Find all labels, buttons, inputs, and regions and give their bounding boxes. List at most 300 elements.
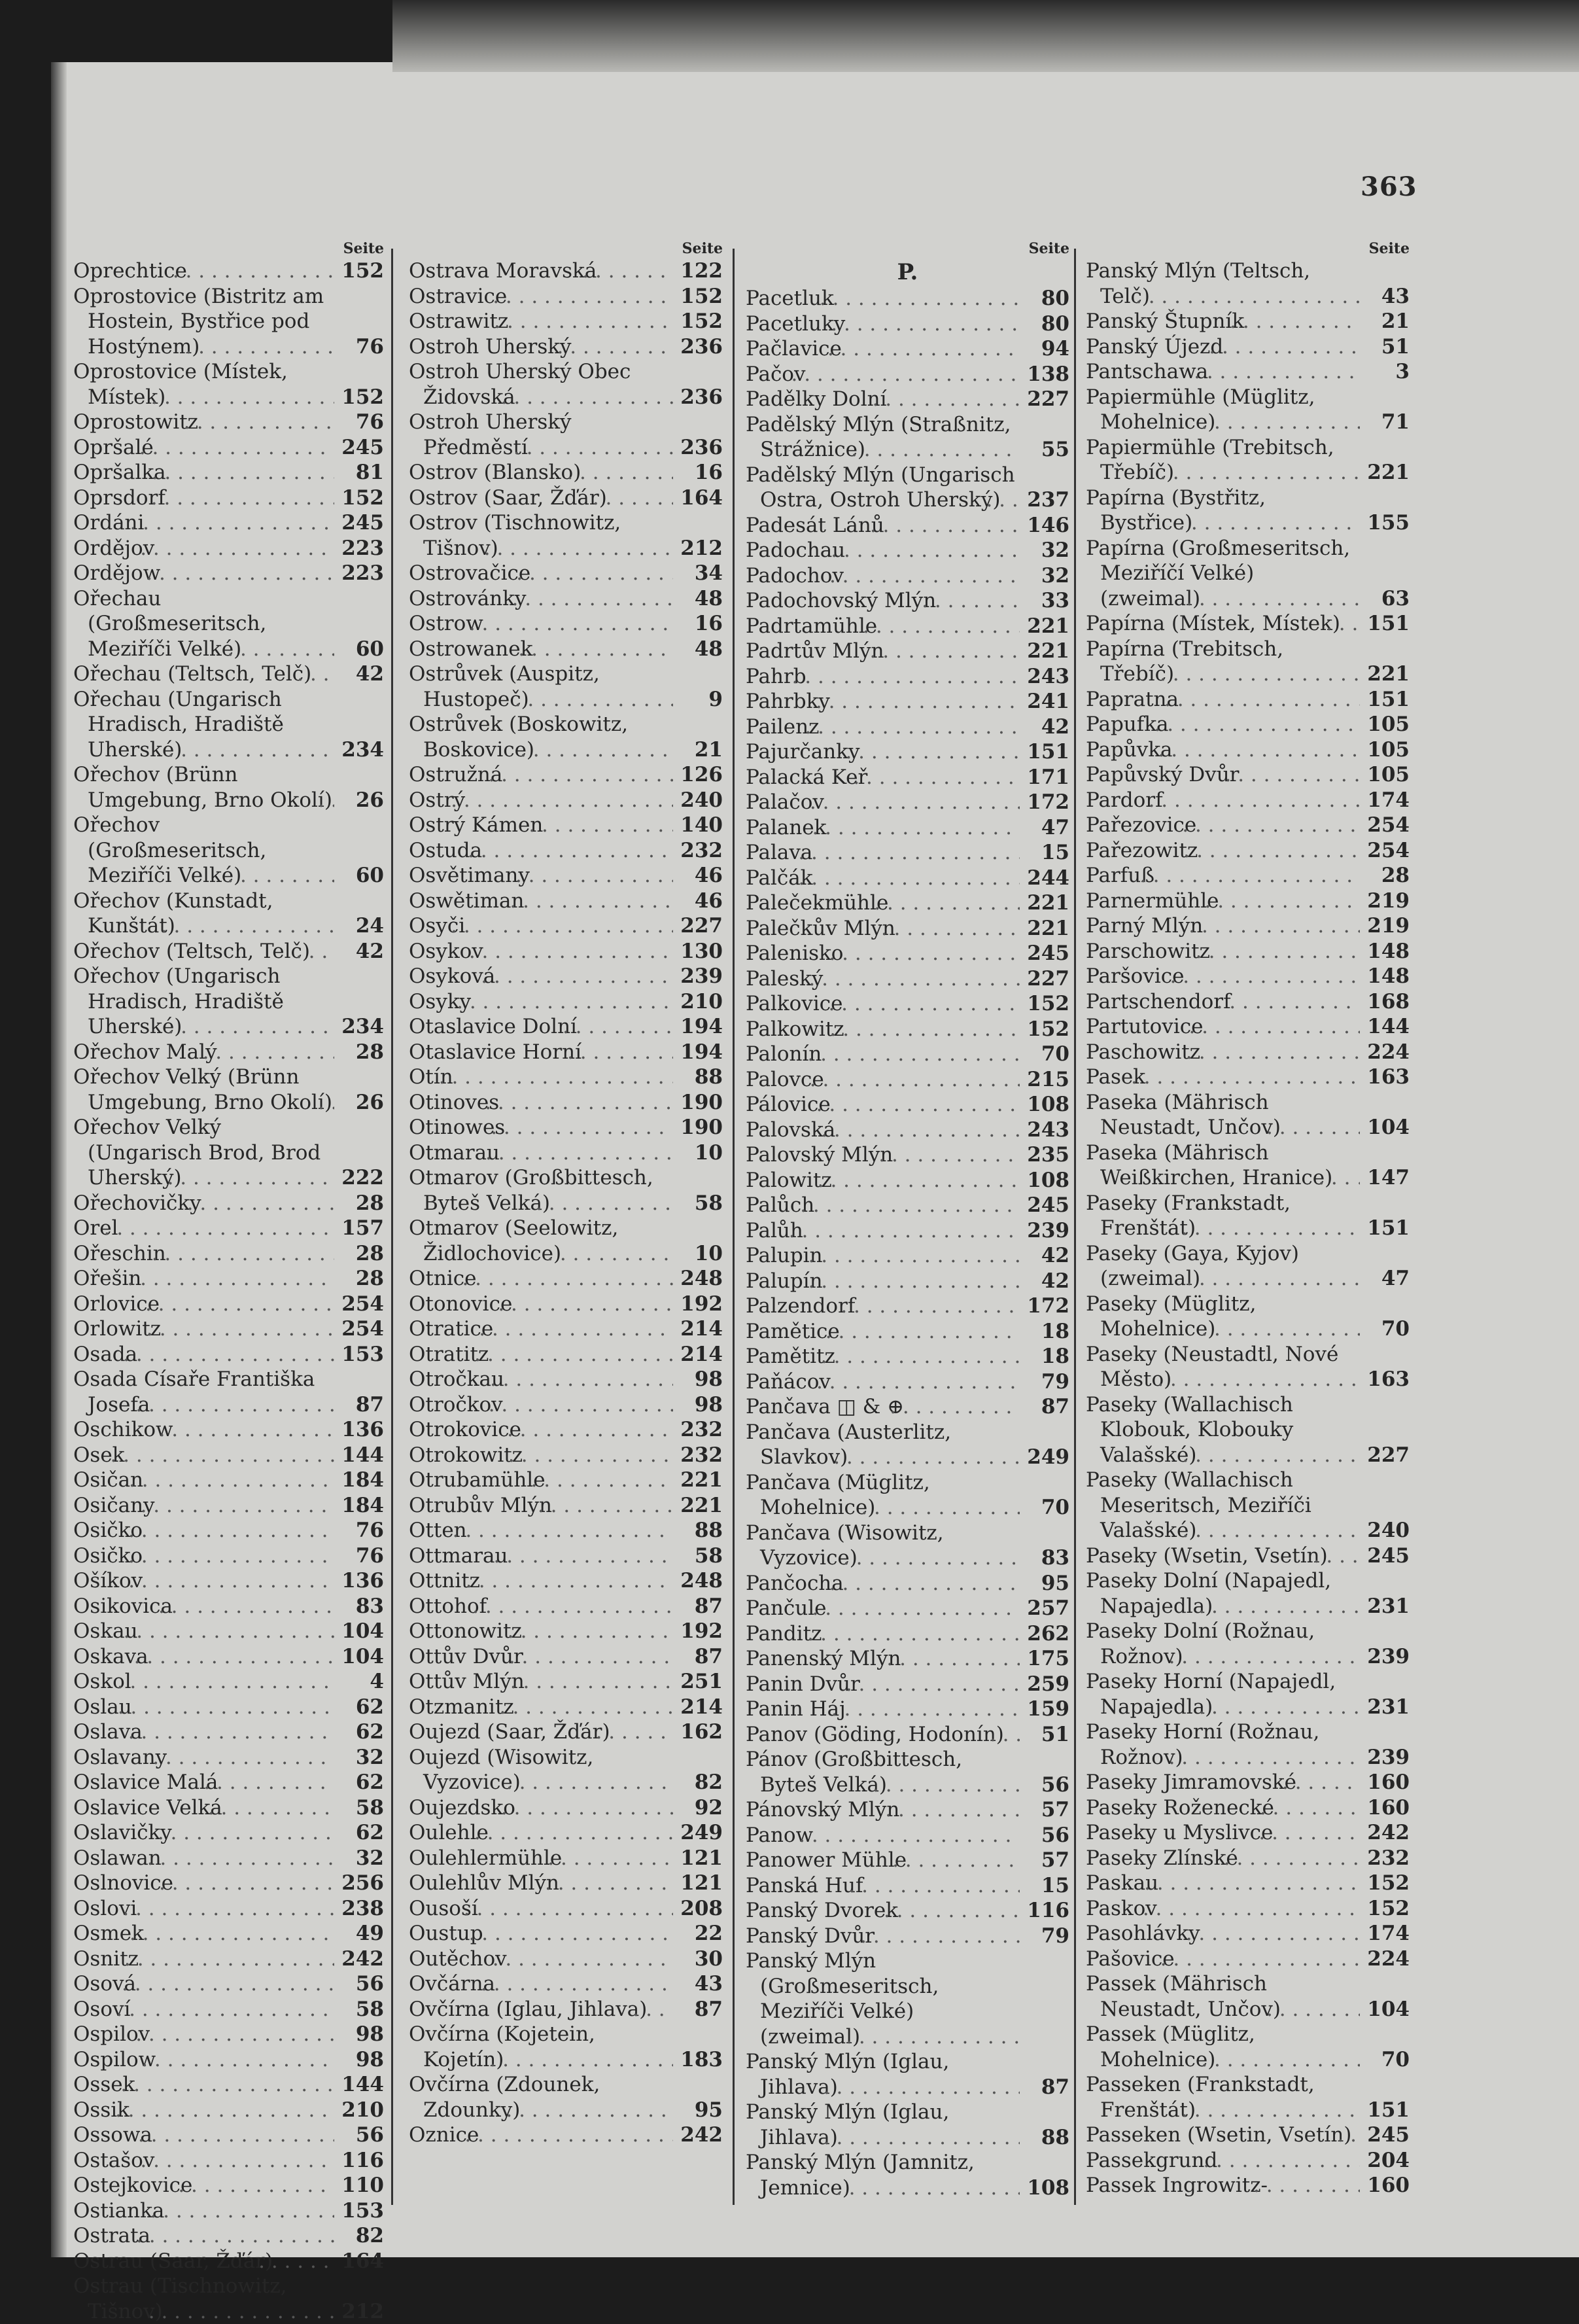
page-reference: 224: [1360, 1946, 1410, 1972]
index-entry: [73, 1921, 384, 1946]
index-entry: [73, 939, 384, 964]
place-name: Oswětiman . . .: [409, 889, 673, 914]
index-entry: [409, 989, 723, 1015]
index-entry: [409, 1745, 723, 1795]
column-divider: [1074, 249, 1076, 2205]
page-reference: 232: [673, 1443, 723, 1468]
index-entry: [1086, 712, 1410, 737]
index-entry: [73, 1871, 384, 1896]
page-reference: 155: [1360, 510, 1410, 536]
index-entry: [73, 1065, 384, 1115]
page-reference: 70: [1360, 2047, 1410, 2073]
page-reference: 70: [1360, 1316, 1410, 1342]
page-reference: 87: [673, 1997, 723, 2022]
place-name: Oustup . . .: [409, 1921, 673, 1946]
index-entry: [1086, 762, 1410, 788]
index-entry: [409, 2072, 723, 2122]
index-entry: [73, 1115, 384, 1191]
place-name: Paskau . . .: [1086, 1871, 1360, 1896]
index-entry: [746, 336, 1069, 362]
column-divider: [733, 249, 735, 2205]
page-reference: 79: [1020, 1369, 1069, 1395]
page-reference: 234: [334, 1014, 384, 1040]
page-reference: 236: [673, 435, 723, 461]
page-reference: 56: [1020, 1823, 1069, 1848]
place-name: Padochau . . .: [746, 538, 1020, 563]
index-entry: [746, 463, 1069, 513]
index-entry: [409, 1342, 723, 1367]
place-name: Otročkov . . .: [409, 1392, 673, 1418]
page-reference: 15: [1020, 840, 1069, 866]
place-name: Papiermühle (Müglitz, Mohelnice) . . .: [1086, 385, 1360, 435]
place-name: Oslau . . .: [73, 1695, 334, 1720]
place-name: Papufka . . .: [1086, 712, 1360, 737]
page-reference: 184: [334, 1468, 384, 1493]
page-reference: 28: [334, 1191, 384, 1216]
place-name: Otratitz . . .: [409, 1342, 673, 1367]
index-entry: [409, 359, 723, 410]
index-entry: [73, 1568, 384, 1594]
index-entry: [409, 1795, 723, 1821]
page-reference: 162: [673, 1719, 723, 1745]
index-entry: [746, 866, 1069, 891]
place-name: Padělky Dolní . . .: [746, 387, 1020, 412]
index-entry: [1086, 2022, 1410, 2072]
index-entry: [1086, 1342, 1410, 1392]
page-reference: 56: [334, 2122, 384, 2148]
page-reference: 42: [1020, 1269, 1069, 1294]
place-name: Paseky Horní (Rožnau, Rožnov) . . .: [1086, 1719, 1360, 1770]
page-reference: 82: [334, 2223, 384, 2249]
index-entry: [73, 2148, 384, 2174]
page-reference: 43: [673, 1971, 723, 1997]
place-name: Ořechov Velký (Ungarisch Brod, Brod Uherský) . . .: [73, 1115, 334, 1191]
place-name: Ořechov (Kunstadt, Kunštát) . . .: [73, 889, 334, 939]
place-name: Panský Mlýn (Iglau, Jihlava) . . .: [746, 2049, 1020, 2100]
index-entry: [409, 1468, 723, 1493]
index-entry: [409, 1493, 723, 1519]
index-entry: [1086, 1241, 1410, 1292]
page-reference: 79: [1020, 1924, 1069, 1949]
page-reference: 151: [1020, 739, 1069, 765]
index-entry: [409, 284, 723, 309]
index-entry: [1086, 1896, 1410, 1922]
place-name: Palzendorf . . .: [746, 1294, 1020, 1319]
place-name: Panský Mlýn (Teltsch, Telč) . . .: [1086, 258, 1360, 309]
page-reference: 212: [673, 536, 723, 561]
place-name: Pačlavice . . .: [746, 336, 1020, 362]
place-name: Osek . . .: [73, 1443, 334, 1468]
index-entry: [73, 1543, 384, 1569]
place-name: Padesát Lánů . . .: [746, 513, 1020, 538]
page-reference: 221: [1020, 639, 1069, 664]
index-entry: [1086, 485, 1410, 536]
place-name: Pánov (Großbittesch, Byteš Velká) . . .: [746, 1747, 1020, 1797]
place-name: Padělský Mlýn (Straßnitz, Strážnice) . . .: [746, 412, 1020, 463]
place-name: Paseky Zlínské . . .: [1086, 1846, 1360, 1871]
index-entry: [746, 1924, 1069, 1949]
index-entry: [746, 941, 1069, 966]
index-entry: [746, 1092, 1069, 1118]
page-reference: 239: [1360, 1745, 1410, 1770]
index-entry: [73, 762, 384, 813]
page-reference: 136: [334, 1417, 384, 1443]
place-name: Pamětitz . . .: [746, 1344, 1020, 1369]
page-reference: 26: [334, 1090, 384, 1116]
index-entry: [409, 1392, 723, 1418]
page-reference: 242: [673, 2122, 723, 2148]
index-column: [746, 239, 1069, 2200]
place-name: Passeken (Frankstadt, Frenštát) . . .: [1086, 2072, 1360, 2122]
place-name: Paršovice . . .: [1086, 964, 1360, 989]
page-reference: 210: [673, 989, 723, 1015]
index-entry: [409, 1165, 723, 1216]
place-name: Partschendorf . . .: [1086, 989, 1360, 1015]
index-entry: [746, 664, 1069, 690]
place-name: Palovská . . .: [746, 1118, 1020, 1143]
index-entry: [73, 410, 384, 435]
page-reference: 214: [673, 1316, 723, 1342]
index-entry: [746, 1042, 1069, 1067]
index-entry: [746, 1672, 1069, 1697]
index-entry: [746, 387, 1069, 412]
index-entry: [1086, 309, 1410, 334]
place-name: Ostrata . . .: [73, 2223, 334, 2249]
place-name: Ostrovánky . . .: [409, 586, 673, 612]
page-reference: 26: [334, 788, 384, 813]
page-reference: 116: [1020, 1898, 1069, 1924]
place-name: Panský Mlýn (Großmeseritsch, Meziříči Velké) (zweimal) . . .: [746, 1948, 1020, 2049]
place-name: Pailenz . . .: [746, 714, 1020, 740]
page-reference: 110: [334, 2173, 384, 2198]
index-entry: [73, 258, 384, 284]
page-reference: 32: [334, 1745, 384, 1770]
place-name: Pařezowitz . . .: [1086, 838, 1360, 864]
place-name: Osičko . . .: [73, 1543, 334, 1569]
index-entry: [1086, 1014, 1410, 1040]
place-name: Palečkův Mlýn . . .: [746, 916, 1020, 942]
place-name: Papůvský Dvůr . . .: [1086, 762, 1360, 788]
index-entry: [1086, 2122, 1410, 2148]
index-entry: [409, 510, 723, 561]
index-entry: [409, 913, 723, 939]
place-name: Panský Mlýn (Iglau, Jihlava) . . .: [746, 2100, 1020, 2150]
index-entry: [746, 362, 1069, 387]
place-name: Palowitz . . .: [746, 1168, 1020, 1193]
index-entry: [409, 460, 723, 485]
page-reference: 259: [1020, 1672, 1069, 1697]
page-reference: 83: [334, 1594, 384, 1619]
index-entry: [73, 1619, 384, 1644]
place-name: Ořechau (Großmeseritsch, Meziříči Velké) . . .: [73, 586, 334, 662]
place-name: Osvětimany . . .: [409, 863, 673, 889]
place-name: Pacetluk . . .: [746, 286, 1020, 311]
index-entry: [409, 1644, 723, 1670]
index-entry: [746, 286, 1069, 311]
place-name: Osmek . . .: [73, 1921, 334, 1946]
place-name: Oskava . . .: [73, 1644, 334, 1670]
page-reference: 221: [673, 1493, 723, 1519]
place-name: Ossek . . .: [73, 2072, 334, 2098]
page-reference: 80: [1020, 286, 1069, 311]
index-entry: [1086, 964, 1410, 989]
place-name: Ostrov (Tischnowitz, Tišnov) . . .: [409, 510, 673, 561]
place-name: Ordějow . . .: [73, 561, 334, 586]
page-reference: 47: [1360, 1266, 1410, 1292]
page-reference: 256: [334, 1871, 384, 1896]
page-reference: 33: [1020, 588, 1069, 614]
place-name: Paschowitz . . .: [1086, 1040, 1360, 1065]
index-entry: [1086, 1770, 1410, 1795]
place-name: Otzmanitz . . .: [409, 1695, 673, 1720]
page-reference: 245: [1360, 2122, 1410, 2148]
index-entry: [409, 1040, 723, 1065]
place-name: Osnitz . . .: [73, 1946, 334, 1972]
place-name: Ořechov Velký (Brünn Umgebung, Brno Okolí) . . .: [73, 1065, 334, 1115]
index-entry: [409, 1090, 723, 1116]
place-name: Paseky Jimramovské . . .: [1086, 1770, 1360, 1795]
page-reference: 10: [673, 1241, 723, 1267]
index-entry: [746, 1193, 1069, 1218]
place-name: Ostrau (Tischnowitz, Tišnov) . . .: [73, 2274, 334, 2324]
place-name: Pacetluky . . .: [746, 311, 1020, 337]
page-reference: 60: [334, 637, 384, 662]
index-entry: [746, 1168, 1069, 1193]
index-entry: [409, 1115, 723, 1140]
place-name: Pašovice . . .: [1086, 1946, 1360, 1972]
page-reference: 194: [673, 1014, 723, 1040]
index-entry: [746, 1420, 1069, 1470]
place-name: Otaslavice Horní . . .: [409, 1040, 673, 1065]
place-name: Oulehle . . .: [409, 1820, 673, 1846]
index-entry: [409, 838, 723, 864]
index-entry: [73, 1493, 384, 1519]
index-entry: [409, 410, 723, 460]
place-name: Otrubův Mlýn . . .: [409, 1493, 673, 1519]
index-entry: [1086, 1795, 1410, 1821]
place-name: Otín . . .: [409, 1065, 673, 1090]
page-reference: 18: [1020, 1319, 1069, 1345]
page-reference: 98: [334, 2022, 384, 2047]
place-name: Padrtův Mlýn . . .: [746, 639, 1020, 664]
page-reference: 70: [1020, 1495, 1069, 1521]
place-name: Panin Háj . . .: [746, 1697, 1020, 1722]
place-name: Ordějov . . .: [73, 536, 334, 561]
place-name: Paseky (Wsetin, Vsetín) . . .: [1086, 1543, 1360, 1569]
page-reference: 9: [673, 687, 723, 713]
place-name: Passek Ingrowitz- . . .: [1086, 2173, 1360, 2198]
page-reference: 152: [1360, 1896, 1410, 1922]
page-reference: 219: [1360, 913, 1410, 939]
index-entry: [746, 1697, 1069, 1722]
page-reference: 88: [1020, 2125, 1069, 2151]
page-reference: 104: [1360, 1115, 1410, 1140]
place-name: Papírna (Místek, Místek) . . .: [1086, 611, 1360, 637]
page-reference: 108: [1020, 1092, 1069, 1118]
place-name: Osada Císaře Františka Josefa . . .: [73, 1367, 334, 1417]
place-name: Papratna . . .: [1086, 687, 1360, 713]
place-name: Oujezd (Wisowitz, Vyzovice) . . .: [409, 1745, 673, 1795]
place-name: Pačov . . .: [746, 362, 1020, 387]
index-entry: [746, 513, 1069, 538]
index-entry: [1086, 2148, 1410, 2174]
page-reference: 151: [1360, 611, 1410, 637]
index-entry: [409, 258, 723, 284]
index-entry: [73, 2173, 384, 2198]
place-name: Ostašov . . .: [73, 2148, 334, 2174]
index-entry: [409, 1896, 723, 1922]
index-entry: [746, 1621, 1069, 1647]
index-entry: [409, 1216, 723, 1266]
index-entry: [746, 1571, 1069, 1596]
page-reference: 63: [1360, 586, 1410, 612]
seite-header: Seite: [409, 239, 723, 258]
index-entry: [746, 1873, 1069, 1899]
page-reference: 122: [673, 258, 723, 284]
place-name: Oujezdsko . . .: [409, 1795, 673, 1821]
place-name: Pardorf . . .: [1086, 788, 1360, 813]
page-reference: 240: [673, 788, 723, 813]
index-entry: [1086, 1040, 1410, 1065]
page-reference: 159: [1020, 1697, 1069, 1722]
page-reference: 56: [1020, 1772, 1069, 1798]
page-reference: 236: [673, 385, 723, 410]
index-entry: [409, 1846, 723, 1871]
index-entry: [409, 964, 723, 989]
index-entry: [73, 460, 384, 485]
index-entry: [409, 1921, 723, 1946]
place-name: Opršalé . . .: [73, 435, 334, 461]
page-reference: 232: [673, 838, 723, 864]
place-name: Oznice . . .: [409, 2122, 673, 2148]
seite-header: Seite: [73, 239, 384, 258]
place-name: Ořeschin . . .: [73, 1241, 334, 1267]
page-reference: 32: [1020, 563, 1069, 589]
place-name: Passek (Müglitz, Mohelnice) . . .: [1086, 2022, 1360, 2072]
page-reference: 146: [1020, 513, 1069, 538]
page-reference: 221: [1360, 460, 1410, 485]
index-entry: [746, 538, 1069, 563]
column-divider: [391, 249, 393, 2205]
page-reference: 160: [1360, 2173, 1410, 2198]
page-reference: 152: [1020, 1017, 1069, 1042]
place-name: Pařezovice . . .: [1086, 813, 1360, 838]
index-entry: [409, 637, 723, 662]
page-reference: 249: [673, 1820, 723, 1846]
page-reference: 104: [1360, 1997, 1410, 2022]
place-name: Papírna (Trebitsch, Třebíč) . . .: [1086, 637, 1360, 687]
index-entry: [73, 1292, 384, 1317]
page-reference: 148: [1360, 964, 1410, 989]
page-reference: 105: [1360, 712, 1410, 737]
place-name: Panower Mühle . . .: [746, 1848, 1020, 1873]
page-reference: 223: [334, 536, 384, 561]
index-entry: [746, 1898, 1069, 1924]
index-entry: [746, 639, 1069, 664]
place-name: Paseky (Wallachisch Klobouk, Klobouky Valašské) . . .: [1086, 1392, 1360, 1468]
page-reference: 32: [334, 1846, 384, 1871]
page-gutter: [51, 62, 67, 2257]
page-reference: 28: [334, 1241, 384, 1267]
index-entry: [409, 1065, 723, 1090]
place-name: Palečekmühle . . .: [746, 890, 1020, 916]
index-entry: [73, 359, 384, 410]
place-name: Ovčárna . . .: [409, 1971, 673, 1997]
page-reference: 227: [673, 913, 723, 939]
index-entry: [1086, 1140, 1410, 1191]
index-entry: [409, 1367, 723, 1392]
place-name: Ostrau (Saar, Žďár) . . .: [73, 2249, 334, 2274]
index-entry: [1086, 1392, 1410, 1468]
page-reference: 92: [673, 1795, 723, 1821]
place-name: Ostrý . . .: [409, 788, 673, 813]
page-reference: 171: [1020, 765, 1069, 790]
place-name: Ostrůvek (Auspitz, Hustopeč) . . .: [409, 661, 673, 712]
page-reference: 136: [334, 1568, 384, 1594]
place-name: Otratice . . .: [409, 1316, 673, 1342]
index-entry: [409, 1669, 723, 1695]
index-entry: [746, 1218, 1069, 1244]
index-entry: [1086, 1568, 1410, 1619]
place-name: Panin Dvůr . . .: [746, 1672, 1020, 1697]
place-name: Palacká Keř . . .: [746, 765, 1020, 790]
index-entry: [1086, 1191, 1410, 1241]
place-name: Paseka (Mährisch Weißkirchen, Hranice) . . .: [1086, 1140, 1360, 1191]
place-name: Ottův Mlýn . . .: [409, 1669, 673, 1695]
index-entry: [1086, 1871, 1410, 1896]
place-name: Orlovice . . .: [73, 1292, 334, 1317]
index-entry: [746, 2150, 1069, 2200]
page-reference: 160: [1360, 1770, 1410, 1795]
place-name: Ovčírna (Kojetein, Kojetín) . . .: [409, 2022, 673, 2072]
page-reference: 257: [1020, 1596, 1069, 1621]
index-entry: [1086, 334, 1410, 360]
place-name: Paseky (Frankstadt, Frenštát) . . .: [1086, 1191, 1360, 1241]
place-name: Ořechov (Teltsch, Telč) . . .: [73, 939, 334, 964]
place-name: Ousoší . . .: [409, 1896, 673, 1922]
page-reference: 172: [1020, 1294, 1069, 1319]
index-entry: [73, 889, 384, 939]
index-entry: [1086, 737, 1410, 763]
place-name: Palčák . . .: [746, 866, 1020, 891]
page-reference: 121: [673, 1846, 723, 1871]
place-name: Ostroh Uherský Obec Židovská . . .: [409, 359, 673, 410]
index-entry: [73, 561, 384, 586]
index-entry: [1086, 989, 1410, 1015]
page-reference: 221: [1020, 614, 1069, 639]
index-entry: [73, 510, 384, 536]
place-name: Ošíkov . . .: [73, 1568, 334, 1594]
index-entry: [73, 687, 384, 763]
place-name: Papiermühle (Trebitsch, Třebíč) . . .: [1086, 435, 1360, 485]
index-entry: [746, 1797, 1069, 1823]
index-entry: [1086, 1619, 1410, 1669]
place-name: Ostejkovice . . .: [73, 2173, 334, 2198]
place-name: Palava . . .: [746, 840, 1020, 866]
page-reference: 76: [334, 1543, 384, 1569]
page-reference: 62: [334, 1695, 384, 1720]
place-name: Osoví . . .: [73, 1997, 334, 2022]
place-name: Padělský Mlýn (Ungarisch Ostra, Ostroh Uherský) . . .: [746, 463, 1020, 513]
page-reference: 16: [673, 460, 723, 485]
place-name: Paseky Horní (Napajedl, Napajedla) . . .: [1086, 1669, 1360, 1719]
page-reference: 183: [673, 2047, 723, 2073]
page-reference: 153: [334, 1342, 384, 1367]
index-entry: [73, 485, 384, 511]
place-name: Papůvka . . .: [1086, 737, 1360, 763]
page-reference: 249: [1020, 1445, 1069, 1470]
page-reference: 221: [673, 1468, 723, 1493]
